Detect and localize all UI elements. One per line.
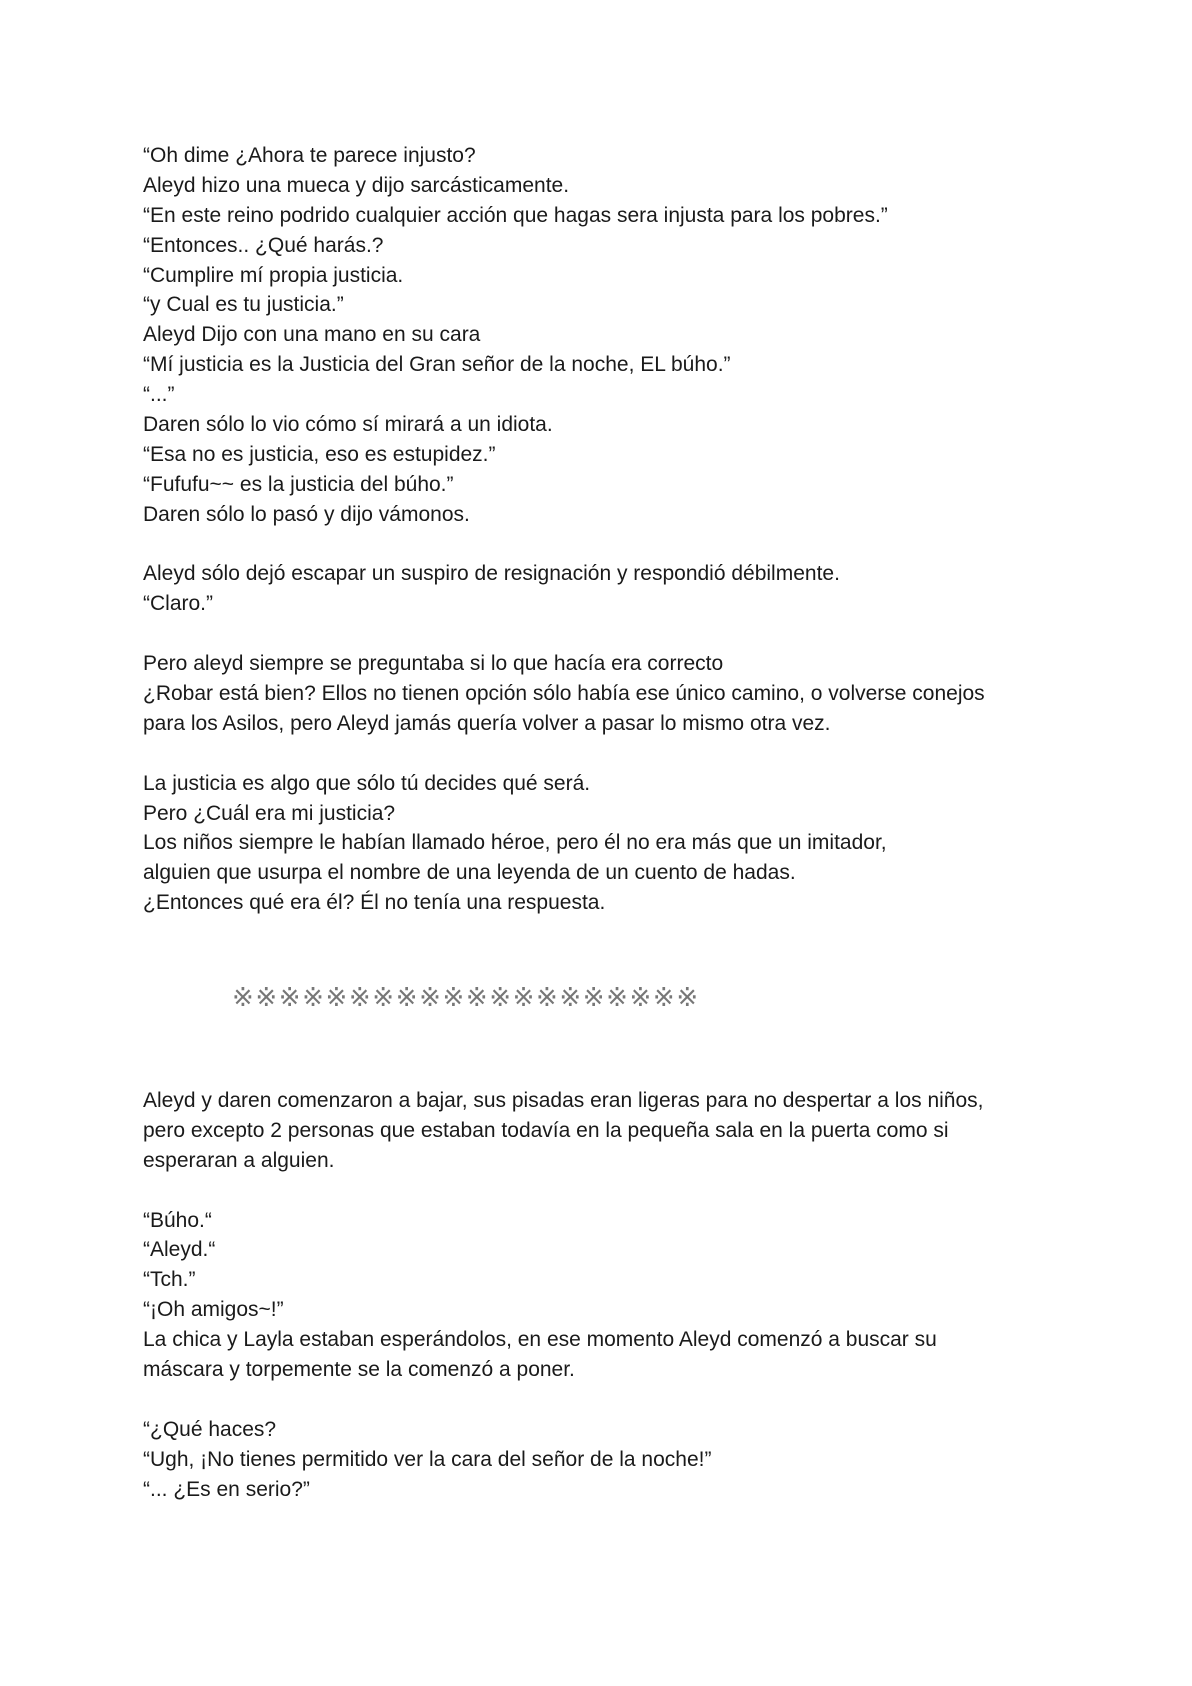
paragraph-line: Aleyd y daren comenzaron a bajar, sus pisadas eran ligeras para no despertar a los niños,: [143, 1089, 984, 1112]
paragraph-line: “y Cual es tu justicia.”: [143, 293, 344, 317]
paragraph-line: “Aleyd.“: [143, 1238, 216, 1262]
scene-break-divider: ※※※※※※※※※※※※※※※※※※※※: [232, 983, 700, 1013]
paragraph-line: Aleyd sólo dejó escapar un suspiro de resignación y respondió débilmente.: [143, 562, 840, 586]
blank-line: [143, 1385, 1063, 1415]
section-2-text: [143, 1086, 1063, 1504]
paragraph-line: “¡Oh amigos~!”: [143, 1298, 284, 1322]
paragraph-line: pero excepto 2 personas que estaban todavía en la pequeña sala en la puerta como si: [143, 1118, 949, 1142]
blank-line: [143, 619, 1063, 649]
paragraph-line: esperaran a alguien.: [143, 1148, 335, 1172]
blank-line: [143, 530, 1063, 560]
paragraph-line: “En este reino podrido cualquier acción que hagas sera injusta para los pobres.”: [143, 203, 888, 227]
paragraph-line: para los Asilos, pero Aleyd jamás quería volver a pasar lo mismo otra vez.: [143, 711, 831, 735]
paragraph-line: “Esa no es justicia, eso es estupidez.”: [143, 442, 496, 466]
paragraph-line: ¿Entonces qué era él? Él no tenía una respuesta.: [143, 891, 606, 915]
paragraph-line: Aleyd hizo una mueca y dijo sarcásticamente.: [143, 173, 570, 197]
paragraph-line: “Mí justicia es la Justicia del Gran señor de la noche, EL búho.”: [143, 353, 731, 377]
paragraph-line: “Ugh, ¡No tienes permitido ver la cara del señor de la noche!”: [143, 1447, 712, 1471]
paragraph-line: “...”: [143, 383, 175, 407]
blank-line: [143, 1176, 1063, 1206]
paragraph-line: “Cumplire mí propia justicia.: [143, 263, 404, 287]
paragraph-line: “Oh dime ¿Ahora te parece injusto?: [143, 144, 476, 167]
paragraph-line: La justicia es algo que sólo tú decides qué será.: [143, 771, 591, 795]
paragraph-line: Daren sólo lo pasó y dijo vámonos.: [143, 502, 470, 526]
paragraph-line: Pero ¿Cuál era mi justicia?: [143, 801, 396, 825]
paragraph-line: alguien que usurpa el nombre de una leyenda de un cuento de hadas.: [143, 861, 796, 885]
paragraph-line: Aleyd Dijo con una mano en su cara: [143, 323, 481, 347]
paragraph-line: “Claro.”: [143, 592, 214, 616]
paragraph-line: máscara y torpemente se la comenzó a poner.: [143, 1358, 575, 1382]
paragraph-line: ¿Robar está bien? Ellos no tienen opción sólo había ese único camino, o volverse conejos: [143, 682, 985, 706]
paragraph-line: La chica y Layla estaban esperándolos, en ese momento Aleyd comenzó a buscar su: [143, 1328, 937, 1352]
paragraph-line: “... ¿Es en serio?”: [143, 1477, 310, 1501]
paragraph-line: Daren sólo lo vio cómo sí mirará a un idiota.: [143, 413, 553, 437]
paragraph-line: Los niños siempre le habían llamado héroe, pero él no era más que un imitador,: [143, 831, 887, 855]
section-1-text: [143, 141, 1063, 918]
paragraph-line: “¿Qué haces?: [143, 1417, 277, 1441]
paragraph-line: “Búho.“: [143, 1208, 212, 1232]
paragraph-line: “Tch.”: [143, 1268, 196, 1292]
paragraph-line: “Fufufu~~ es la justicia del búho.”: [143, 472, 454, 496]
paragraph-line: Pero aleyd siempre se preguntaba si lo que hacía era correcto: [143, 652, 724, 676]
paragraph-line: “Entonces.. ¿Qué harás.?: [143, 233, 384, 257]
blank-line: [143, 739, 1063, 769]
